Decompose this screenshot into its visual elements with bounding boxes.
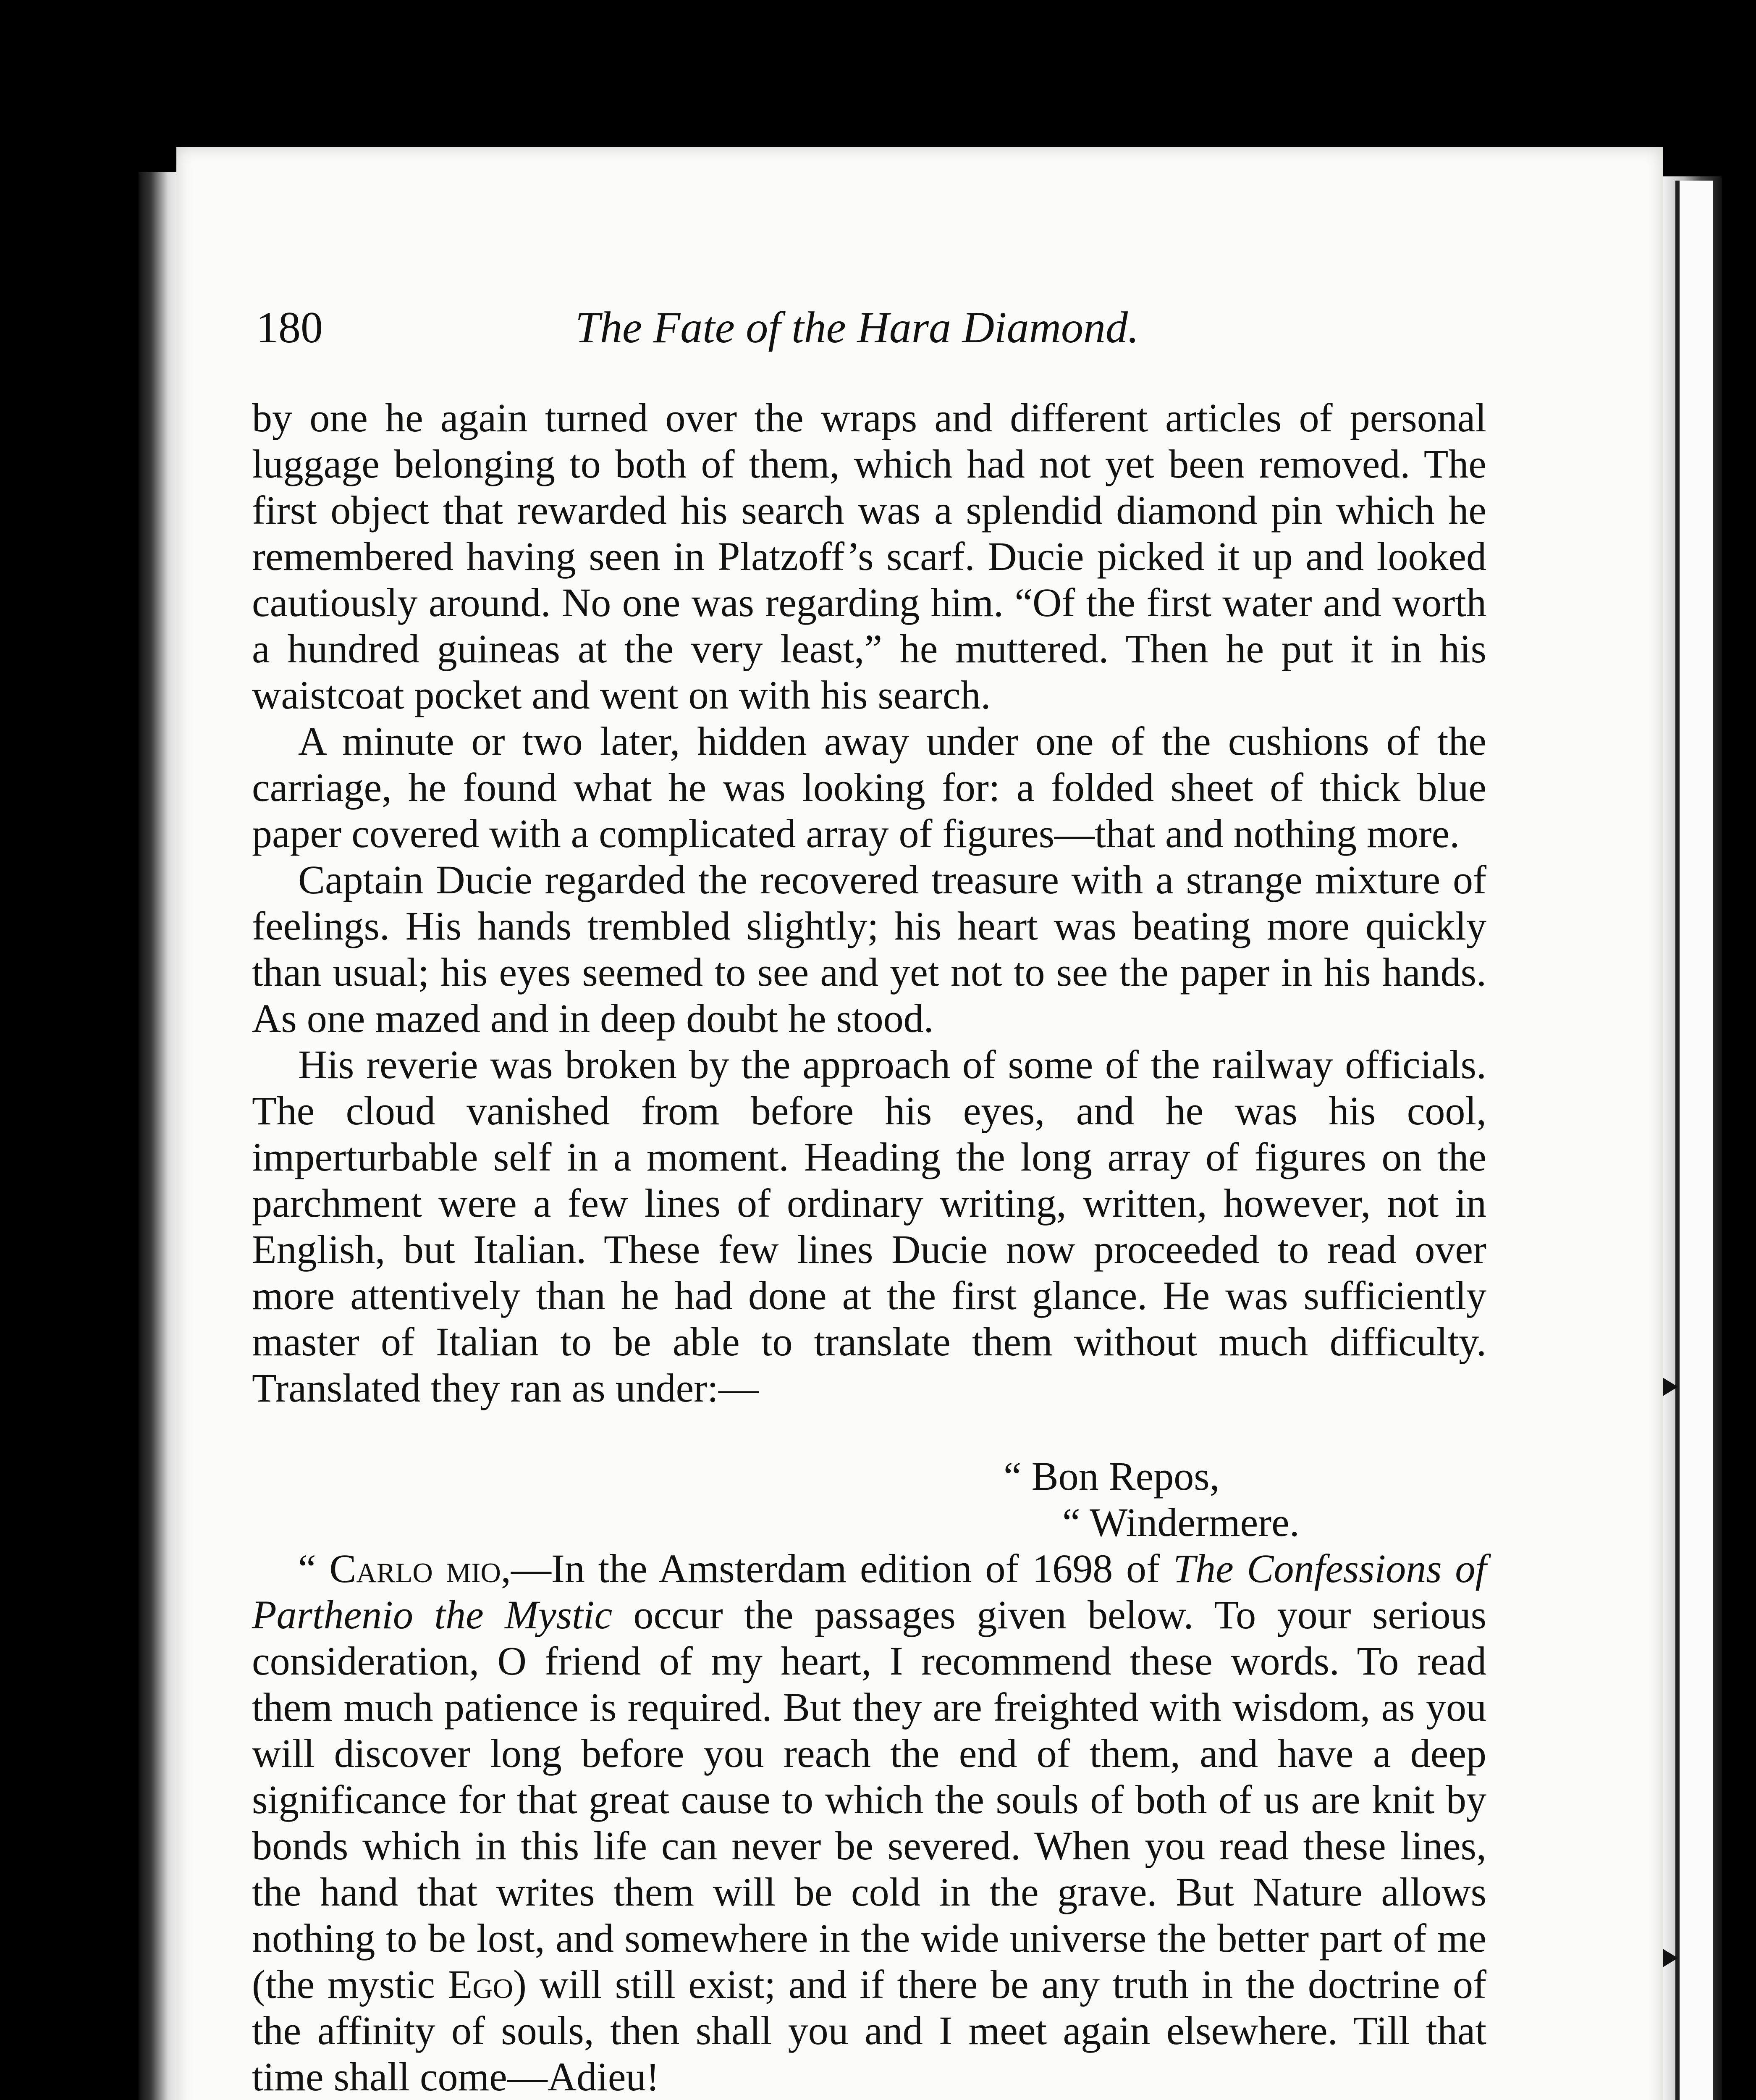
page-number: 180	[256, 303, 323, 352]
page-edge-mark	[1663, 1378, 1678, 1396]
letter-salutation: “ Carlo mio,	[298, 1546, 511, 1591]
paragraph: by one he again turned over the wraps and different articles of personal luggage belonging to both of them, which had not yet been removed. The first object that rewarded his search was a splendid diamond pin which he remembered having seen in Platzoff’s scarf. Ducie picked it up and looked cautiously around. No one was regarding him. “Of the first water and worth a hundred guineas at the very least,” he muttered. Then he put it in his waistcoat pocket and went on with his search.	[252, 395, 1486, 717]
book-spine-edge	[139, 172, 181, 2100]
letter-text: occur the passages given below. To your serious consideration, O friend of my heart, I recommend these words. To read them much patience is required. But they are freighted with wisdom, as you will discover long before you reach the end of them, and have a deep significance for that great cause to which the souls of both of us are knit by bonds which in this life can never be severed. When you read these lines, the hand that writes them will be cold in the grave. But Nature allows nothing to be lost, and somewhere in the wide universe the better part of me (the mystic	[252, 1592, 1487, 2007]
letter-ego: Ego	[448, 1962, 513, 2007]
next-page-strip	[1675, 181, 1713, 2100]
book-title: The Confessions of Parthenio the Mystic	[252, 1546, 1487, 1637]
paragraph: His reverie was broken by the approach of some of the railway officials. The cloud vanished from before his eyes, and he was his cool, imperturbable self in a moment. Heading the long array of figures on the parchment were a few lines of ordinary writing, written, however, not in English, but Italian. These few lines Ducie now proceeded to read over more attentively than he had done at the first glance. He was sufficiently master of Italian to be able to translate them without much difficulty. Translated they ran as under:—	[252, 1042, 1486, 1410]
letter-address-line: “ Bon Repos,	[1004, 1454, 1220, 1499]
letter-address-line: “ Windermere.	[1062, 1500, 1300, 1545]
letter-text: —In the Amsterdam edition of 1698 of	[511, 1546, 1173, 1591]
letter-body	[252, 1546, 1486, 2100]
running-head-title: The Fate of the Hara Diamond.	[575, 303, 1139, 352]
paragraph: A minute or two later, hidden away under one of the cushions of the carriage, he found what he was looking for: a folded sheet of thick blue paper covered with a complicated array of figures—that and nothing more.	[252, 719, 1486, 856]
running-head	[256, 294, 1306, 361]
page-edge-mark	[1663, 1949, 1678, 1967]
paragraph: Captain Ducie regarded the recovered treasure with a strange mixture of feelings. His hands trembled slightly; his heart was beating more quickly than usual; his eyes seemed to see and yet not to see the paper in his hands. As one mazed and in deep doubt he stood.	[252, 857, 1486, 1041]
page-text	[252, 395, 1486, 2100]
letter-text: ) will still exist; and if there be any truth in the doctrine of the affinity of souls, then shall you and I meet again elsewhere. Till that time shall come—Adieu!	[252, 1962, 1487, 2099]
